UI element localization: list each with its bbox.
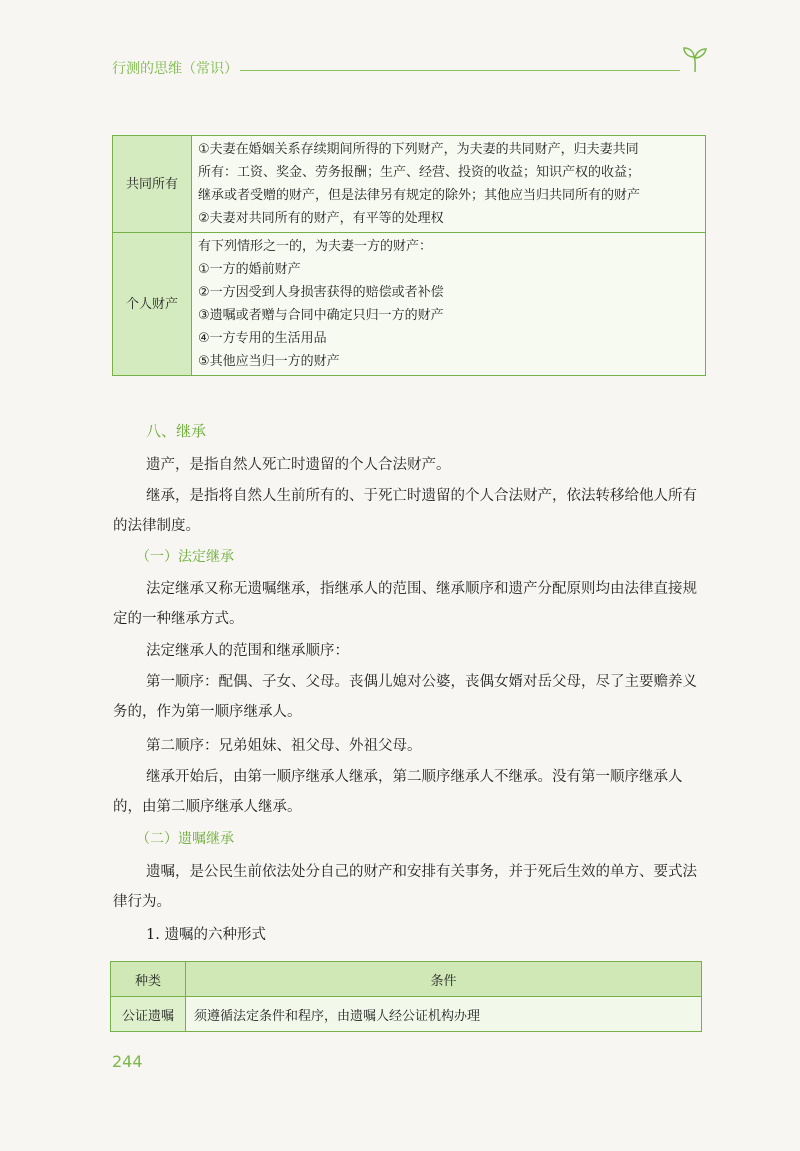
content-line: ②夫妻对共同所有的财产，有平等的处理权 — [198, 211, 444, 226]
header-rule — [240, 70, 680, 71]
running-header-title: 行测的思维（常识） — [112, 61, 238, 77]
content-line: 所有：工资、奖金、劳务报酬；生产、经营、投资的收益；知识产权的收益； — [198, 165, 641, 180]
running-header — [112, 58, 707, 88]
row-heading: 共同所有 — [113, 136, 192, 233]
paragraph: 遗产，是指自然人死亡时遗留的个人合法财产。 — [146, 457, 451, 473]
table-header-row — [111, 962, 702, 997]
table-cell: 公证遗嘱 — [111, 997, 186, 1032]
subsection-title: （一）法定继承 — [136, 549, 234, 565]
content-line: ③遗嘱或者赠与合同中确定只归一方的财产 — [198, 308, 444, 323]
content-line: ⑤其他应当归一方的财产 — [198, 354, 340, 369]
subsection-title: （二）遗嘱继承 — [136, 831, 234, 847]
content-line: 继承或者受赠的财产，但是法律另有规定的除外；其他应当归共同所有的财产 — [198, 188, 641, 203]
table-row — [113, 136, 706, 233]
paragraph: 第二顺序：兄弟姐妹、祖父母、外祖父母。 — [146, 738, 422, 754]
paragraph: 法定继承人的范围和继承顺序： — [146, 643, 349, 659]
content-line: ①一方的婚前财产 — [198, 262, 301, 277]
content-line: ④一方专用的生活用品 — [198, 331, 327, 346]
content-line: ②一方因受到人身损害获得的赔偿或者补偿 — [198, 285, 444, 300]
table-cell: 须遵循法定条件和程序，由遗嘱人经公证机构办理 — [186, 997, 702, 1032]
row-content — [192, 136, 706, 233]
paragraph: 遗嘱，是公民生前依法处分自己的财产和安排有关事务，并于死后生效的单方、要式法律行为。 — [113, 864, 697, 910]
sprout-icon — [680, 44, 710, 74]
table-row — [111, 997, 702, 1032]
content-line: 有下列情形之一的，为夫妻一方的财产： — [198, 239, 433, 254]
column-header: 条件 — [186, 962, 702, 997]
paragraph: 法定继承又称无遗嘱继承，指继承人的范围、继承顺序和遗产分配原则均由法律直接规定的一种继承方式。 — [113, 581, 697, 627]
column-header: 种类 — [111, 962, 186, 997]
paragraph: 继承，是指将自然人生前所有的、于死亡时遗留的个人合法财产，依法转移给他人所有的法律制度。 — [113, 488, 697, 534]
paragraph: 第一顺序：配偶、子女、父母。丧偶儿媳对公婆，丧偶女婿对岳父母，尽了主要赡养义务的，作为第一顺序继承人。 — [113, 674, 697, 720]
list-heading: 1. 遗嘱的六种形式 — [146, 927, 266, 943]
section-title: 八、继承 — [146, 422, 207, 440]
table-row — [113, 233, 706, 376]
row-heading: 个人财产 — [113, 233, 192, 376]
marital-property-table — [112, 135, 706, 376]
will-forms-table — [110, 961, 702, 1032]
page-number: 244 — [112, 1052, 143, 1071]
paragraph: 继承开始后，由第一顺序继承人继承，第二顺序继承人不继承。没有第一顺序继承人的，由第二顺序继承人继承。 — [113, 769, 683, 815]
row-content — [192, 233, 706, 376]
content-line: ①夫妻在婚姻关系存续期间所得的下列财产，为夫妻的共同财产，归夫妻共同 — [198, 142, 639, 157]
